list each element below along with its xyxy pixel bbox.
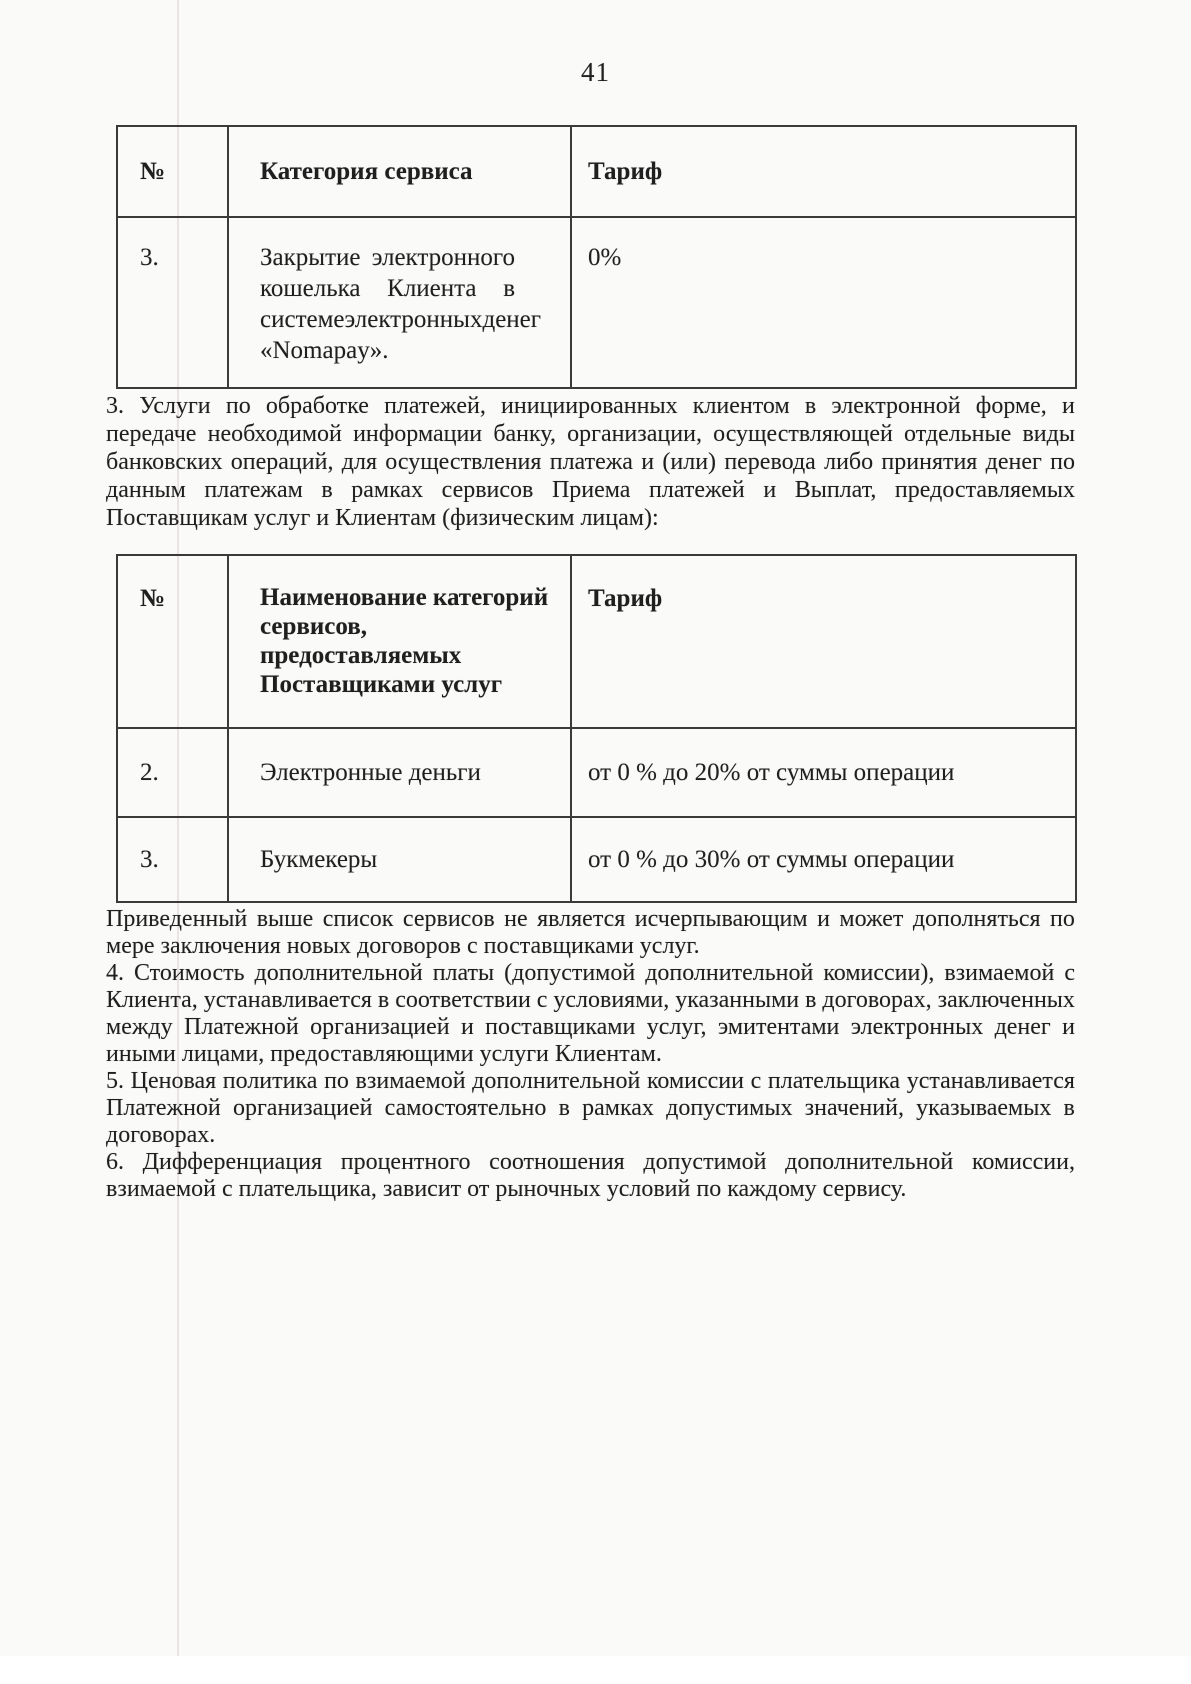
note-item-5: 5. Ценовая политика по взимаемой дополнительной комиссии с плательщика устанавливается Платежной организацией самостоятельно в рамках допустимых значений, указываемых в договорах. xyxy=(106,1068,1075,1148)
table2-row1-num: 2. xyxy=(118,729,229,818)
table2-row2-num: 3. xyxy=(118,818,229,901)
table2-row1-category: Электронные деньги xyxy=(229,729,572,818)
table2-header-tariff: Тариф xyxy=(572,556,1075,729)
tariff-table-wallet xyxy=(116,125,1077,389)
notes-block xyxy=(106,906,1075,1203)
table1-row-tariff: 0% xyxy=(588,244,622,271)
table1-row-category: Закрытие электронного кошелька Клиента в системе электронных денег «Nomapay». xyxy=(229,218,572,387)
table2-row2-category: Букмекеры xyxy=(229,818,572,901)
note-item-4: 4. Стоимость дополнительной платы (допустимой дополнительной комиссии), взимаемой с Клиента, устанавливается в соответствии с условиями, указанными в договорах, заключенных между Платежной организацией и поставщиками услуг, эмитентами электронных денег и иными лицами, предоставляющими услуги Клиентам. xyxy=(106,960,1075,1067)
note-services-list: Приведенный выше список сервисов не является исчерпывающим и может дополняться по мере заключения новых договоров с поставщиками услуг. xyxy=(106,906,1075,959)
paragraph-3: 3. Услуги по обработке платежей, инициированных клиентом в электронной форме, и передаче необходимой информации банку, организации, осуществляющей отдельные виды банковских операций, для осуществления платежа и (или) перевода либо принятия денег по данным платежам в рамках сервисов Приема платежей и Выплат, предоставляемых Поставщикам услуг и Клиентам (физическим лицам): xyxy=(106,393,1075,531)
table2-row2-tariff: от 0 % до 30% от суммы операции xyxy=(588,846,955,873)
table1-header-category: Категория сервиса xyxy=(229,127,572,218)
tariff-table-services xyxy=(116,554,1077,903)
table1-row-num: 3. xyxy=(118,218,229,387)
table2-row1-tariff: от 0 % до 20% от суммы операции xyxy=(572,729,1075,818)
table2-header-category: Наименование категорий сервисов, предоставляемых Поставщиками услуг xyxy=(229,556,572,729)
page-number: 41 xyxy=(581,57,610,87)
table1-header-num: № xyxy=(118,127,229,218)
table2-header-num: № xyxy=(118,556,229,729)
note-item-6: 6. Дифференциация процентного соотношения допустимой дополнительной комиссии, взимаемой с плательщика, зависит от рыночных условий по каждому сервису. xyxy=(106,1149,1075,1202)
table1-header-tariff: Тариф xyxy=(572,127,1075,218)
